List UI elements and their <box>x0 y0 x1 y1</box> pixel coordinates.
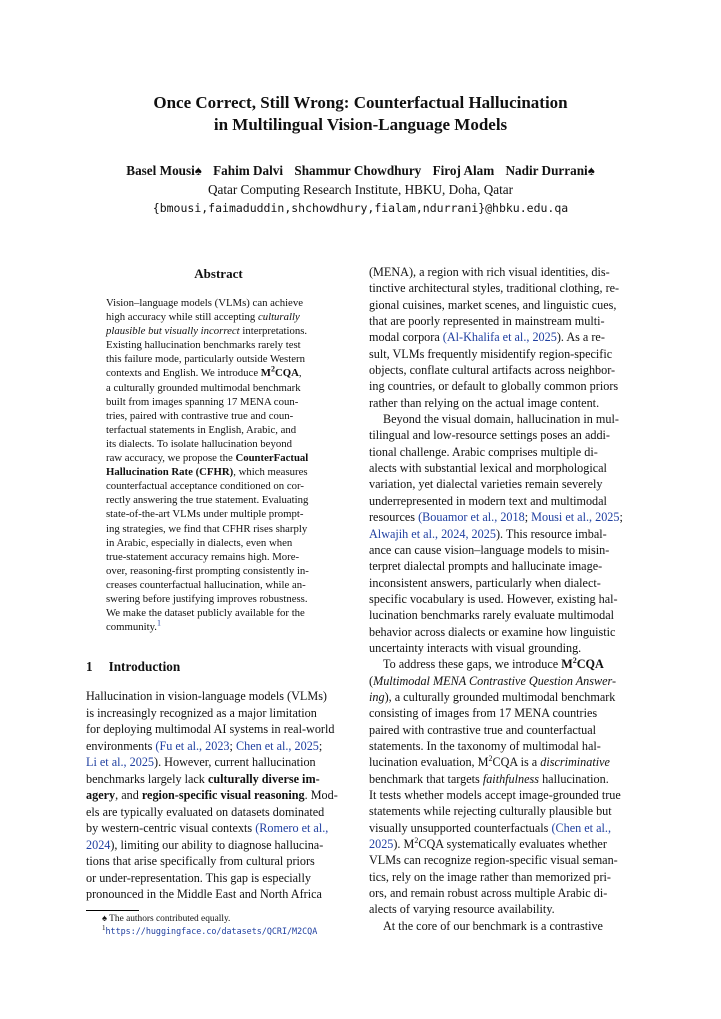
section-title: Introduction <box>108 659 181 674</box>
rcol-line: inconsistent answers, particularly when dialect- <box>369 575 601 590</box>
abstract-line: community.$^1$ <box>106 618 161 634</box>
rcol-line: sult, VLMs frequently misidentify region-specific <box>369 346 613 361</box>
abstract-line: Existing hallucination benchmarks rarely test <box>106 339 301 352</box>
intro-line: is increasingly recognized as a major limitation <box>86 705 317 720</box>
abstract-line: ing strategies, we find that CFHR rises sharply <box>106 522 308 535</box>
abstract-line: over, reasoning-first prompting consistently in- <box>106 564 309 577</box>
citation-link[interactable]: Li et al., 2025 <box>86 755 155 769</box>
footnote-url <box>102 925 317 938</box>
rcol-line: lucination benchmarks rarely evaluate multimodal <box>369 608 615 623</box>
paper-title <box>0 92 721 136</box>
intro-line: 2024), limiting our ability to diagnose hallucina- <box>86 837 324 852</box>
author-block <box>0 161 721 218</box>
intro-line: environments (Fu et al., 2023; Chen et al., 2025; <box>86 738 323 753</box>
rcol-line: statements while rejecting culturally plausible but <box>369 804 612 819</box>
section-number: 1 <box>86 659 93 674</box>
rcol-line: 2025). $M^2CQA$ systematically evaluates whether <box>369 835 607 852</box>
author-name: Shammur Chowdhury <box>294 163 422 178</box>
rcol-line: (Multimodal MENA Contrastive Question Answer- <box>369 673 617 688</box>
rcol-line: resources (Bouamor et al., 2018; Mousi et al., 2025; <box>369 510 623 525</box>
rcol-line: tics, rely on the image rather than memorized pri- <box>369 869 611 884</box>
abstract-line: Vision–language models (VLMs) can achieve <box>106 297 303 309</box>
intro-line: tions that arise specifically from cultural priors <box>86 854 315 868</box>
rcol-line: At the core of our benchmark is a contrastive <box>383 918 603 933</box>
author-emails: {bmousi,faimaduddin,shchowdhury,fialam,ndurrani}@hbku.edu.qa <box>152 201 569 215</box>
intro-line: pronounced in the Middle East and North Africa <box>86 887 322 901</box>
rcol-line: Beyond the visual domain, hallucination in mul- <box>383 412 619 427</box>
rcol-line: alects with substantial lexical and morphological <box>369 461 607 476</box>
footnote-rule <box>86 910 139 911</box>
abstract-body <box>106 296 332 634</box>
intro-line: benchmarks largely lack culturally diverse im- <box>86 771 320 786</box>
citation-link[interactable]: (Romero et al., <box>255 821 329 835</box>
dataset-url-link[interactable]: https://huggingface.co/datasets/QCRI/M2CQA <box>105 926 318 936</box>
author-name: Firoj Alam <box>432 163 495 178</box>
intro-line: or under-representation. This gap is especially <box>86 870 311 885</box>
rcol-line: behavior across dialects or examine how linguistic <box>369 624 616 639</box>
rcol-line: uncertainty interacts with visual grounding. <box>369 640 582 655</box>
abstract-line: a culturally grounded multimodal benchmark <box>106 381 301 394</box>
abstract-line: Hallucination Rate (CFHR), which measures <box>106 466 308 479</box>
affiliation: Qatar Computing Research Institute, HBKU, Doha, Qatar <box>207 182 514 197</box>
rcol-line: visually unsupported counterfactuals (Chen et al., <box>369 820 612 835</box>
rcol-line: tilingual and low-resource settings poses an addi- <box>369 428 610 443</box>
abstract-line: creases counterfactual hallucination, while an- <box>106 578 306 591</box>
abstract-line: tries, paired with contrastive true and coun- <box>106 409 294 422</box>
rcol-line: ance can cause vision–language models to misin- <box>369 542 610 557</box>
rcol-line: paired with contrastive true and counterfactual <box>369 722 597 737</box>
rcol-line: that are poorly represented in mainstream multi- <box>369 314 605 329</box>
rcol-line: benchmark that targets faithfulness hallucination. <box>369 771 609 786</box>
citation-link[interactable]: Mousi et al., 2025 <box>531 510 620 525</box>
rcol-line: tional challenge. Arabic comprises multiple di- <box>369 444 598 459</box>
rcol-line: lucination evaluation, $M^2CQA$ is a discriminative <box>369 754 610 770</box>
citation-link[interactable]: (Al-Khalifa et al., 2025 <box>442 330 557 345</box>
rcol-line: consisting of images from 17 MENA countries <box>369 706 598 721</box>
rcol-line: ors, and remain robust across multiple Arabic di- <box>369 886 608 901</box>
abstract-line: high accuracy while still accepting culturally <box>106 311 300 324</box>
rcol-line: alects of varying resource availability. <box>369 902 555 917</box>
footnote-authors: ♠ The authors contributed equally. <box>102 914 231 924</box>
rcol-line: VLMs can recognize region-specific visual seman- <box>369 853 618 868</box>
intro-line: for deploying multimodal AI systems in real-world <box>86 722 335 736</box>
abstract-line: counterfactual acceptance conditioned on cor- <box>106 480 304 493</box>
rcol-line: (MENA), a region with rich visual identities, dis- <box>369 265 610 279</box>
title-line-2: in Multilingual Vision-Language Models <box>213 115 508 134</box>
rcol-line: ing countries, or default to globally common priors <box>369 379 619 394</box>
citation-link[interactable]: 2025 <box>369 837 394 852</box>
intro-line: agery, and region-specific visual reasoning. Mod- <box>86 788 338 802</box>
abstract-line: swering before justifying improves robustness. <box>106 592 308 605</box>
abstract-line: rectly answering the true statement. Evaluating <box>106 494 309 507</box>
intro-line: Li et al., 2025). However, current hallucination <box>86 755 316 769</box>
intro-line: by western-centric visual contexts (Romero et al., <box>86 821 329 835</box>
abstract-line: We make the dataset publicly available for the <box>106 607 305 620</box>
rcol-line: gional cuisines, market scenes, and linguistic cues, <box>369 297 617 312</box>
author-name: Fahim Dalvi <box>213 163 284 178</box>
intro-line: Hallucination in vision-language models (VLMs) <box>86 689 327 703</box>
footnote-marker: 1 <box>102 923 106 932</box>
abstract-line: state-of-the-art VLMs under multiple prompt- <box>106 508 304 521</box>
rcol-line: ing), a culturally grounded multimodal benchmark <box>369 689 616 704</box>
section-heading-introduction <box>86 659 180 675</box>
rcol-line: specific vocabulary is used. However, existing hal- <box>369 591 618 606</box>
abstract-line: this failure mode, particularly outside Western <box>106 353 305 366</box>
rcol-line: objects, conflate cultural artifacts across neighbor- <box>369 363 616 378</box>
abstract-line: terfactual statements in English, Arabic, and <box>106 423 297 436</box>
introduction-body <box>86 688 351 903</box>
citation-link[interactable]: 2024 <box>86 837 111 852</box>
citation-link[interactable]: (Fu et al., 2023 <box>155 738 230 753</box>
rcol-line: terpret dialectal prompts and hallucinate image- <box>369 559 603 574</box>
rcol-line: To address these gaps, we introduce $M^2CQA$ <box>383 656 604 672</box>
author-name: Basel Mousi♠ <box>126 163 202 178</box>
abstract-line: in Arabic, especially in dialects, even when <box>106 536 293 549</box>
rcol-line: tinctive architectural styles, traditional clothing, re- <box>369 281 620 296</box>
rcol-line: It tests whether models accept image-grounded true <box>369 788 621 802</box>
title-line-1: Once Correct, Still Wrong: Counterfactual Hallucination <box>153 93 568 112</box>
abstract-line: true-statement accuracy remains high. More- <box>106 550 300 563</box>
intro-line: els are typically evaluated on datasets dominated <box>86 804 325 819</box>
abstract-line: raw accuracy, we propose the CounterFactual <box>106 452 309 465</box>
rcol-line: Alwajih et al., 2024, 2025). This resource imbal- <box>369 526 607 541</box>
rcol-line: variation, yet dialectal varieties remain severely <box>369 477 603 492</box>
abstract-line: contexts and English. We introduce $M^2CQA$, <box>106 364 302 380</box>
citation-link[interactable]: Alwajih et al., 2024, 2025 <box>369 526 496 541</box>
rcol-line: rather than relying on the actual image content. <box>369 395 600 410</box>
abstract-line: plausible but visually incorrect interpretations. <box>106 325 308 338</box>
rcol-line: underrepresented in modern text and multimodal <box>369 493 607 508</box>
right-column-body <box>369 264 637 934</box>
rcol-line: statements. In the taxonomy of multimodal hal- <box>369 738 601 753</box>
citation-link[interactable]: Chen et al., 2025 <box>235 738 319 753</box>
abstract-heading: Abstract <box>194 266 243 281</box>
author-name: Nadir Durrani♠ <box>505 163 595 178</box>
abstract-line: its dialects. To isolate hallucination beyond <box>106 437 292 450</box>
author-names <box>0 161 721 180</box>
citation-link[interactable]: (Chen et al., <box>551 820 612 835</box>
citation-link[interactable]: (Bouamor et al., 2018 <box>418 510 525 525</box>
rcol-line: modal corpora (Al-Khalifa et al., 2025). As a re- <box>369 330 605 345</box>
abstract-line: built from images spanning 17 MENA coun- <box>106 395 299 408</box>
